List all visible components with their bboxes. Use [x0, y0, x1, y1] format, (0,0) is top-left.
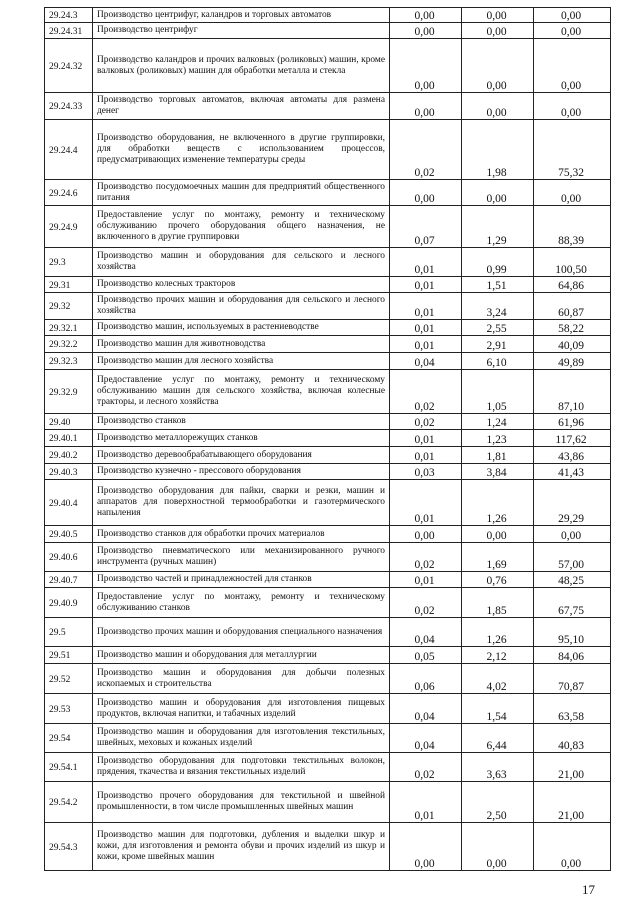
value-column-1-cell: 0,02 — [390, 120, 462, 180]
activity-code-cell: 29.3 — [45, 248, 93, 277]
activity-code-cell: 29.31 — [45, 277, 93, 293]
value-column-2-cell: 6,44 — [462, 724, 534, 753]
page-number: 17 — [582, 882, 595, 897]
value-column-2-cell: 1,05 — [462, 370, 534, 414]
value-column-3-cell: 21,00 — [534, 753, 611, 782]
activity-name-cell: Производство машин и оборудования для изготовления пищевых продуктов, включая напитки, и табачных изделий — [93, 694, 390, 724]
activity-name-cell: Производство машин, используемых в растениеводстве — [93, 320, 390, 336]
activity-code-cell: 29.40.3 — [45, 464, 93, 480]
value-column-2-cell: 1,98 — [462, 120, 534, 180]
activity-name-cell: Производство оборудования для подготовки текстильных волокон, прядения, ткачества и вязания текстильных изделий — [93, 753, 390, 782]
activity-code-cell: 29.54.2 — [45, 782, 93, 823]
value-column-1-cell: 0,01 — [390, 336, 462, 353]
table-row — [45, 588, 611, 618]
activity-name-cell: Производство оборудования, не включенного в другие группировки, для обработки веществ с использованием процессов, предусматривающих изменение температуры среды — [93, 120, 390, 180]
value-column-3-cell: 0,00 — [534, 8, 611, 23]
value-column-2-cell: 2,50 — [462, 782, 534, 823]
value-column-3-cell: 58,22 — [534, 320, 611, 336]
value-column-2-cell: 3,63 — [462, 753, 534, 782]
value-column-1-cell: 0,00 — [390, 8, 462, 23]
activity-name-cell: Производство частей и принадлежностей для станков — [93, 572, 390, 588]
table-row — [45, 724, 611, 753]
activity-code-cell: 29.32.2 — [45, 336, 93, 353]
value-column-2-cell: 2,55 — [462, 320, 534, 336]
value-column-1-cell: 0,01 — [390, 572, 462, 588]
value-column-3-cell: 41,43 — [534, 464, 611, 480]
value-column-2-cell: 1,81 — [462, 447, 534, 464]
table-row — [45, 23, 611, 39]
activity-name-cell: Производство оборудования для пайки, сварки и резки, машин и аппаратов для поверхностной термообработки и газотермического напыления — [93, 480, 390, 526]
activity-name-cell: Предоставление услуг по монтажу, ремонту и техническому обслуживанию прочего оборудования общего назначения, не включенного в другие группировки — [93, 206, 390, 248]
value-column-3-cell: 88,39 — [534, 206, 611, 248]
value-column-2-cell: 1,26 — [462, 480, 534, 526]
value-column-3-cell: 0,00 — [534, 39, 611, 93]
activity-code-cell: 29.24.32 — [45, 39, 93, 93]
table-row — [45, 320, 611, 336]
value-column-1-cell: 0,04 — [390, 353, 462, 370]
value-column-3-cell: 57,00 — [534, 543, 611, 572]
activity-name-cell: Производство машин для подготовки, дубления и выделки шкур и кожи, для изготовления и ремонта обуви и прочих изделий из шкур и кожи, кроме швейных машин — [93, 823, 390, 871]
table-row — [45, 430, 611, 447]
value-column-1-cell: 0,00 — [390, 93, 462, 120]
table-row — [45, 353, 611, 370]
activity-code-cell: 29.24.31 — [45, 23, 93, 39]
value-column-2-cell: 0,00 — [462, 8, 534, 23]
activity-code-cell: 29.54.3 — [45, 823, 93, 871]
activity-name-cell: Производство машин и оборудования для металлургии — [93, 647, 390, 664]
activity-code-cell: 29.32.1 — [45, 320, 93, 336]
table-row — [45, 464, 611, 480]
table-row — [45, 753, 611, 782]
value-column-2-cell: 1,29 — [462, 206, 534, 248]
value-column-1-cell: 0,02 — [390, 414, 462, 430]
value-column-3-cell: 60,87 — [534, 293, 611, 320]
activity-name-cell: Производство машин для лесного хозяйства — [93, 353, 390, 370]
value-column-3-cell: 0,00 — [534, 526, 611, 543]
table-row — [45, 694, 611, 724]
value-column-2-cell: 1,69 — [462, 543, 534, 572]
value-column-3-cell: 63,58 — [534, 694, 611, 724]
activity-name-cell: Производство пневматического или механизированного ручного инструмента (ручных машин) — [93, 543, 390, 572]
value-column-2-cell: 2,12 — [462, 647, 534, 664]
activity-name-cell: Производство кузнечно - прессового оборудования — [93, 464, 390, 480]
value-column-1-cell: 0,01 — [390, 293, 462, 320]
table-row — [45, 180, 611, 206]
activity-name-cell: Производство центрифуг, каландров и торговых автоматов — [93, 8, 390, 23]
activity-code-cell: 29.40.1 — [45, 430, 93, 447]
activity-code-cell: 29.40.6 — [45, 543, 93, 572]
value-column-2-cell: 1,54 — [462, 694, 534, 724]
table-row — [45, 447, 611, 464]
activity-code-cell: 29.40.7 — [45, 572, 93, 588]
activity-name-cell: Производство машин и оборудования для сельского и лесного хозяйства — [93, 248, 390, 277]
value-column-2-cell: 0,76 — [462, 572, 534, 588]
value-column-3-cell: 48,25 — [534, 572, 611, 588]
industry-coefficient-table — [44, 7, 611, 871]
value-column-3-cell: 75,32 — [534, 120, 611, 180]
value-column-1-cell: 0,02 — [390, 753, 462, 782]
value-column-3-cell: 84,06 — [534, 647, 611, 664]
value-column-2-cell: 1,26 — [462, 618, 534, 647]
activity-name-cell: Производство прочих машин и оборудования для сельского и лесного хозяйства — [93, 293, 390, 320]
table-row — [45, 93, 611, 120]
activity-name-cell: Производство деревообрабатывающего оборудования — [93, 447, 390, 464]
value-column-3-cell: 40,83 — [534, 724, 611, 753]
activity-code-cell: 29.24.3 — [45, 8, 93, 23]
activity-code-cell: 29.32.9 — [45, 370, 93, 414]
value-column-1-cell: 0,00 — [390, 23, 462, 39]
table-row — [45, 8, 611, 23]
table-row — [45, 206, 611, 248]
activity-name-cell: Производство станков — [93, 414, 390, 430]
value-column-1-cell: 0,04 — [390, 618, 462, 647]
value-column-3-cell: 0,00 — [534, 180, 611, 206]
activity-code-cell: 29.24.9 — [45, 206, 93, 248]
value-column-1-cell: 0,01 — [390, 430, 462, 447]
activity-name-cell: Производство прочего оборудования для текстильной и швейной промышленности, в том числе промышленных швейных машин — [93, 782, 390, 823]
value-column-1-cell: 0,02 — [390, 543, 462, 572]
table-row — [45, 293, 611, 320]
table-row — [45, 277, 611, 293]
value-column-3-cell: 0,00 — [534, 93, 611, 120]
value-column-2-cell: 0,00 — [462, 823, 534, 871]
table-row — [45, 39, 611, 93]
value-column-3-cell: 29,29 — [534, 480, 611, 526]
value-column-2-cell: 0,00 — [462, 23, 534, 39]
value-column-2-cell: 0,00 — [462, 180, 534, 206]
activity-name-cell: Производство посудомоечных машин для предприятий общественного питания — [93, 180, 390, 206]
activity-name-cell: Производство металлорежущих станков — [93, 430, 390, 447]
value-column-3-cell: 87,10 — [534, 370, 611, 414]
value-column-2-cell: 2,91 — [462, 336, 534, 353]
value-column-2-cell: 0,00 — [462, 93, 534, 120]
activity-code-cell: 29.24.6 — [45, 180, 93, 206]
table-row — [45, 823, 611, 871]
document-page — [44, 7, 610, 871]
activity-code-cell: 29.40.5 — [45, 526, 93, 543]
value-column-3-cell: 49,89 — [534, 353, 611, 370]
activity-name-cell: Производство машин для животноводства — [93, 336, 390, 353]
activity-name-cell: Производство колесных тракторов — [93, 277, 390, 293]
activity-name-cell: Предоставление услуг по монтажу, ремонту и техническому обслуживанию машин для сельского хозяйства, включая колесные тракторы, и лесного хозяйства — [93, 370, 390, 414]
activity-code-cell: 29.32.3 — [45, 353, 93, 370]
table-row — [45, 782, 611, 823]
activity-code-cell: 29.54 — [45, 724, 93, 753]
value-column-2-cell: 0,99 — [462, 248, 534, 277]
value-column-1-cell: 0,01 — [390, 248, 462, 277]
table-row — [45, 618, 611, 647]
activity-name-cell: Производство машин и оборудования для добычи полезных ископаемых и строительства — [93, 664, 390, 694]
activity-code-cell: 29.52 — [45, 664, 93, 694]
value-column-1-cell: 0,02 — [390, 588, 462, 618]
value-column-2-cell: 0,00 — [462, 39, 534, 93]
activity-code-cell: 29.54.1 — [45, 753, 93, 782]
table-row — [45, 526, 611, 543]
table-row — [45, 572, 611, 588]
value-column-1-cell: 0,01 — [390, 447, 462, 464]
table-row — [45, 480, 611, 526]
value-column-1-cell: 0,05 — [390, 647, 462, 664]
activity-name-cell: Производство станков для обработки прочих материалов — [93, 526, 390, 543]
activity-code-cell: 29.24.4 — [45, 120, 93, 180]
activity-code-cell: 29.53 — [45, 694, 93, 724]
value-column-2-cell: 6,10 — [462, 353, 534, 370]
value-column-1-cell: 0,03 — [390, 464, 462, 480]
value-column-1-cell: 0,00 — [390, 823, 462, 871]
value-column-1-cell: 0,01 — [390, 480, 462, 526]
value-column-3-cell: 43,86 — [534, 447, 611, 464]
activity-name-cell: Производство прочих машин и оборудования специального назначения — [93, 618, 390, 647]
table-row — [45, 543, 611, 572]
value-column-3-cell: 40,09 — [534, 336, 611, 353]
table-row — [45, 248, 611, 277]
value-column-1-cell: 0,01 — [390, 320, 462, 336]
value-column-3-cell: 117,62 — [534, 430, 611, 447]
table-row — [45, 664, 611, 694]
activity-name-cell: Производство центрифуг — [93, 23, 390, 39]
value-column-3-cell: 67,75 — [534, 588, 611, 618]
activity-code-cell: 29.24.33 — [45, 93, 93, 120]
table-row — [45, 370, 611, 414]
activity-name-cell: Производство каландров и прочих валковых (роликовых) машин, кроме валковых (роликовых) машин для обработки металла и стекла — [93, 39, 390, 93]
value-column-1-cell: 0,02 — [390, 370, 462, 414]
table-body — [45, 8, 611, 871]
value-column-2-cell: 1,24 — [462, 414, 534, 430]
value-column-1-cell: 0,04 — [390, 724, 462, 753]
table-row — [45, 647, 611, 664]
activity-code-cell: 29.32 — [45, 293, 93, 320]
value-column-3-cell: 0,00 — [534, 823, 611, 871]
table-row — [45, 414, 611, 430]
value-column-2-cell: 3,24 — [462, 293, 534, 320]
value-column-2-cell: 1,51 — [462, 277, 534, 293]
value-column-1-cell: 0,01 — [390, 277, 462, 293]
value-column-3-cell: 21,00 — [534, 782, 611, 823]
value-column-3-cell: 95,10 — [534, 618, 611, 647]
value-column-1-cell: 0,01 — [390, 782, 462, 823]
activity-code-cell: 29.40.9 — [45, 588, 93, 618]
table-row — [45, 120, 611, 180]
activity-code-cell: 29.51 — [45, 647, 93, 664]
value-column-1-cell: 0,00 — [390, 39, 462, 93]
value-column-1-cell: 0,00 — [390, 180, 462, 206]
activity-name-cell: Производство машин и оборудования для изготовления текстильных, швейных, меховых и кожаных изделий — [93, 724, 390, 753]
activity-code-cell: 29.40.4 — [45, 480, 93, 526]
value-column-2-cell: 0,00 — [462, 526, 534, 543]
activity-code-cell: 29.5 — [45, 618, 93, 647]
value-column-3-cell: 64,86 — [534, 277, 611, 293]
value-column-2-cell: 3,84 — [462, 464, 534, 480]
value-column-2-cell: 1,23 — [462, 430, 534, 447]
value-column-1-cell: 0,00 — [390, 526, 462, 543]
activity-code-cell: 29.40 — [45, 414, 93, 430]
table-row — [45, 336, 611, 353]
value-column-1-cell: 0,07 — [390, 206, 462, 248]
activity-name-cell: Предоставление услуг по монтажу, ремонту и техническому обслуживанию станков — [93, 588, 390, 618]
value-column-2-cell: 1,85 — [462, 588, 534, 618]
value-column-1-cell: 0,06 — [390, 664, 462, 694]
value-column-1-cell: 0,04 — [390, 694, 462, 724]
value-column-2-cell: 4,02 — [462, 664, 534, 694]
value-column-3-cell: 100,50 — [534, 248, 611, 277]
activity-code-cell: 29.40.2 — [45, 447, 93, 464]
value-column-3-cell: 61,96 — [534, 414, 611, 430]
activity-name-cell: Производство торговых автоматов, включая автоматы для размена денег — [93, 93, 390, 120]
value-column-3-cell: 0,00 — [534, 23, 611, 39]
value-column-3-cell: 70,87 — [534, 664, 611, 694]
